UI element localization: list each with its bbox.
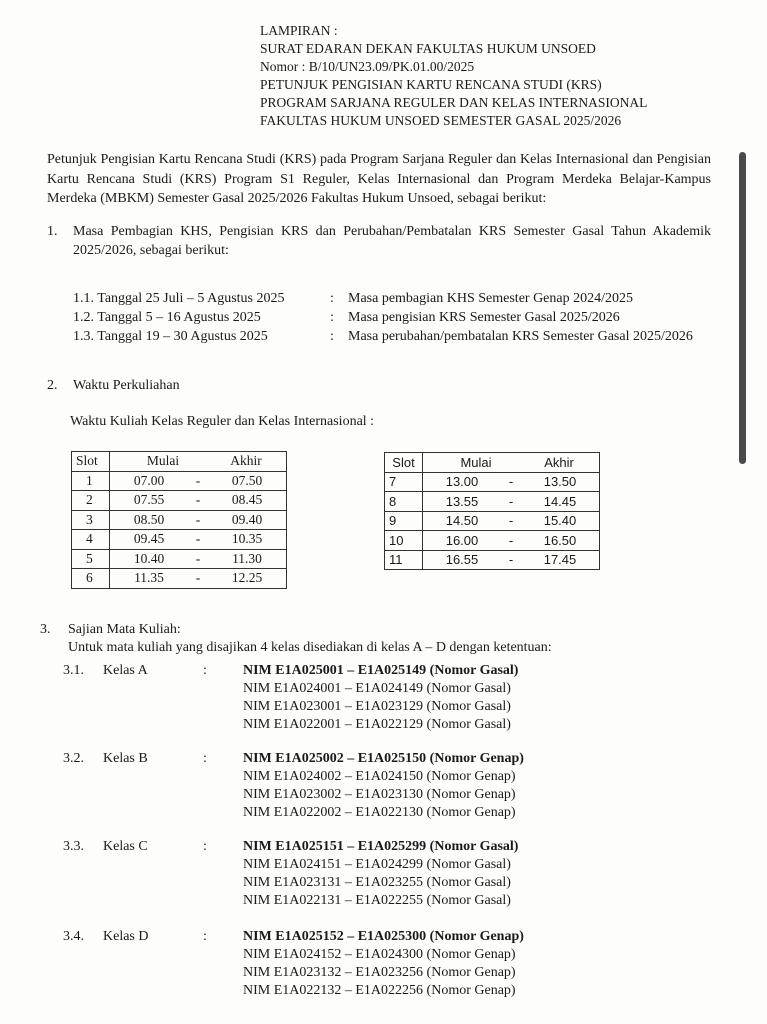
- nim-range: NIM E1A024151 – E1A024299 (Nomor Gasal): [243, 857, 511, 872]
- table-row: [385, 531, 600, 551]
- dash-cell: -: [501, 550, 521, 570]
- nim-range: NIM E1A025001 – E1A025149 (Nomor Gasal): [243, 663, 519, 678]
- nim-range: NIM E1A022001 – E1A022129 (Nomor Gasal): [243, 717, 511, 732]
- slot-table-afternoon-body: [385, 472, 600, 570]
- akhir-cell: 11.30: [208, 549, 287, 569]
- schedule-date: 1.2. Tanggal 5 – 16 Agustus 2025: [73, 310, 261, 325]
- kelas-number: 3.3.: [63, 839, 84, 854]
- kelas-colon: :: [203, 751, 207, 766]
- mulai-header: Mulai: [460, 454, 492, 470]
- schedule-item: [73, 328, 713, 366]
- slot-table-morning-body: [72, 471, 287, 588]
- header-petunjuk: PETUNJUK PENGISIAN KARTU RENCANA STUDI (KRS): [260, 77, 602, 92]
- akhir-cell: 15.40: [521, 511, 600, 531]
- slot-cell: 7: [385, 472, 423, 492]
- slot-table-morning: [71, 451, 287, 589]
- slot-cell: 2: [72, 491, 110, 511]
- akhir-cell: 12.25: [208, 569, 287, 589]
- nim-range: NIM E1A022131 – E1A022255 (Nomor Gasal): [243, 893, 511, 908]
- dash-cell: -: [188, 549, 208, 569]
- table-header-row: [72, 452, 287, 472]
- schedule-colon: :: [330, 291, 334, 306]
- header-fakultas: FAKULTAS HUKUM UNSOED SEMESTER GASAL 2025/2026: [260, 113, 622, 128]
- header-program: PROGRAM SARJANA REGULER DAN KELAS INTERNASIONAL: [260, 95, 648, 110]
- slot-cell: 1: [72, 471, 110, 491]
- dash-cell: -: [501, 531, 521, 551]
- mulai-cell: 07.55: [110, 491, 189, 511]
- slot-cell: 10: [385, 531, 423, 551]
- kelas-colon: :: [203, 929, 207, 944]
- schedule-item: [73, 309, 713, 328]
- table-row: [72, 530, 287, 550]
- mulai-cell: 13.00: [423, 472, 502, 492]
- mulai-cell: 07.00: [110, 471, 189, 491]
- nim-range: NIM E1A024001 – E1A024149 (Nomor Gasal): [243, 681, 511, 696]
- mulai-cell: 11.35: [110, 569, 189, 589]
- dash-cell: -: [188, 491, 208, 511]
- table-row: [385, 550, 600, 570]
- nim-range: NIM E1A024002 – E1A024150 (Nomor Genap): [243, 769, 516, 784]
- kelas-name: Kelas B: [103, 751, 148, 766]
- letter-header: [260, 22, 647, 130]
- table-row: [385, 472, 600, 492]
- section-3-subtitle: Untuk mata kuliah yang disajikan 4 kelas disediakan di kelas A – D dengan ketentuan:: [68, 640, 552, 655]
- section-3-title: Sajian Mata Kuliah:: [68, 622, 181, 637]
- kelas-name: Kelas A: [103, 663, 148, 678]
- nim-range: NIM E1A023001 – E1A023129 (Nomor Gasal): [243, 699, 511, 714]
- schedule-description: Masa pengisian KRS Semester Gasal 2025/2026: [348, 310, 620, 325]
- kelas-colon: :: [203, 839, 207, 854]
- schedule-date: 1.1. Tanggal 25 Juli – 5 Agustus 2025: [73, 291, 285, 306]
- schedule-list: [73, 290, 713, 366]
- schedule-description: Masa pembagian KHS Semester Genap 2024/2025: [348, 291, 633, 306]
- nim-range: NIM E1A023131 – E1A023255 (Nomor Gasal): [243, 875, 511, 890]
- akhir-cell: 09.40: [208, 510, 287, 530]
- schedule-colon: :: [330, 329, 334, 344]
- nim-range: NIM E1A023132 – E1A023256 (Nomor Genap): [243, 965, 516, 980]
- nim-range: NIM E1A023002 – E1A023130 (Nomor Genap): [243, 787, 516, 802]
- section-2-subtitle: Waktu Kuliah Kelas Reguler dan Kelas Internasional :: [70, 414, 375, 429]
- akhir-cell: 14.45: [521, 492, 600, 512]
- schedule-date: 1.3. Tanggal 19 – 30 Agustus 2025: [73, 329, 268, 344]
- table-row: [385, 492, 600, 512]
- section-2-title: Waktu Perkuliahan: [73, 378, 180, 393]
- table-header-row: [385, 453, 600, 473]
- slot-cell: 6: [72, 569, 110, 589]
- kelas-number: 3.4.: [63, 929, 84, 944]
- slot-cell: 9: [385, 511, 423, 531]
- slot-table-afternoon: [384, 452, 600, 570]
- kelas-number: 3.1.: [63, 663, 84, 678]
- nim-range: NIM E1A025152 – E1A025300 (Nomor Genap): [243, 929, 524, 944]
- schedule-description: Masa perubahan/pembatalan KRS Semester Gasal 2025/2026: [348, 329, 693, 344]
- akhir-cell: 13.50: [521, 472, 600, 492]
- intro-paragraph: Petunjuk Pengisian Kartu Rencana Studi (KRS) pada Program Sarjana Reguler dan Kelas Internasional dan Pengisian Kartu Rencana Studi (KRS) Program S1 Reguler, Kelas Internasional dan Program Merdeka Belajar-Kampus Merdeka (MBKM) Semester Gasal 2025/2026 Fakultas Hukum Unsoed, sebagai berikut:: [47, 152, 711, 206]
- nim-range: NIM E1A024152 – E1A024300 (Nomor Genap): [243, 947, 516, 962]
- mulai-cell: 16.00: [423, 531, 502, 551]
- header-lampiran: LAMPIRAN :: [260, 23, 338, 38]
- nim-range: NIM E1A022002 – E1A022130 (Nomor Genap): [243, 805, 516, 820]
- table-row: [385, 511, 600, 531]
- akhir-cell: 07.50: [208, 471, 287, 491]
- dash-cell: -: [188, 510, 208, 530]
- table-row: [72, 549, 287, 569]
- section-2-number: 2.: [47, 378, 58, 393]
- dash-cell: -: [188, 530, 208, 550]
- dash-cell: -: [188, 471, 208, 491]
- dash-cell: -: [501, 472, 521, 492]
- nim-list: [243, 838, 518, 910]
- dash-cell: -: [501, 492, 521, 512]
- table-row: [72, 510, 287, 530]
- mulai-cell: 13.55: [423, 492, 502, 512]
- slot-cell: 11: [385, 550, 423, 570]
- nim-range: NIM E1A022132 – E1A022256 (Nomor Genap): [243, 983, 516, 998]
- slot-header: Slot: [72, 452, 110, 472]
- table-row: [72, 471, 287, 491]
- section-1-text: Masa Pembagian KHS, Pengisian KRS dan Perubahan/Pembatalan KRS Semester Gasal Tahun Akademik 2025/2026, sebagai berikut:: [73, 224, 711, 258]
- dash-cell: -: [501, 511, 521, 531]
- header-nomor: Nomor : B/10/UN23.09/PK.01.00/2025: [260, 59, 475, 74]
- akhir-cell: 08.45: [208, 491, 287, 511]
- kelas-name: Kelas D: [103, 929, 149, 944]
- section-1-number: 1.: [47, 224, 58, 239]
- mulai-cell: 14.50: [423, 511, 502, 531]
- table-row: [72, 569, 287, 589]
- slot-cell: 8: [385, 492, 423, 512]
- mulai-akhir-header: [423, 453, 600, 473]
- akhir-header: Akhir: [544, 454, 574, 470]
- schedule-colon: :: [330, 310, 334, 325]
- kelas-name: Kelas C: [103, 839, 148, 854]
- mulai-akhir-header: [110, 452, 287, 472]
- akhir-cell: 17.45: [521, 550, 600, 570]
- kelas-number: 3.2.: [63, 751, 84, 766]
- scrollbar-thumb[interactable]: [739, 152, 746, 464]
- dash-cell: -: [188, 569, 208, 589]
- slot-cell: 4: [72, 530, 110, 550]
- mulai-cell: 10.40: [110, 549, 189, 569]
- schedule-item: [73, 290, 713, 309]
- akhir-cell: 10.35: [208, 530, 287, 550]
- nim-range: NIM E1A025151 – E1A025299 (Nomor Gasal): [243, 839, 519, 854]
- table-row: [72, 491, 287, 511]
- section-3-number: 3.: [40, 622, 51, 637]
- akhir-cell: 16.50: [521, 531, 600, 551]
- slot-cell: 3: [72, 510, 110, 530]
- nim-list: [243, 928, 524, 1000]
- mulai-cell: 08.50: [110, 510, 189, 530]
- header-surat-edaran: SURAT EDARAN DEKAN FAKULTAS HUKUM UNSOED: [260, 41, 596, 56]
- slot-cell: 5: [72, 549, 110, 569]
- mulai-header: Mulai: [146, 453, 180, 469]
- nim-list: [243, 662, 518, 734]
- nim-list: [243, 750, 524, 822]
- mulai-cell: 16.55: [423, 550, 502, 570]
- mulai-cell: 09.45: [110, 530, 189, 550]
- kelas-colon: :: [203, 663, 207, 678]
- akhir-header: Akhir: [230, 453, 262, 469]
- slot-header: Slot: [385, 453, 423, 473]
- nim-range: NIM E1A025002 – E1A025150 (Nomor Genap): [243, 751, 524, 766]
